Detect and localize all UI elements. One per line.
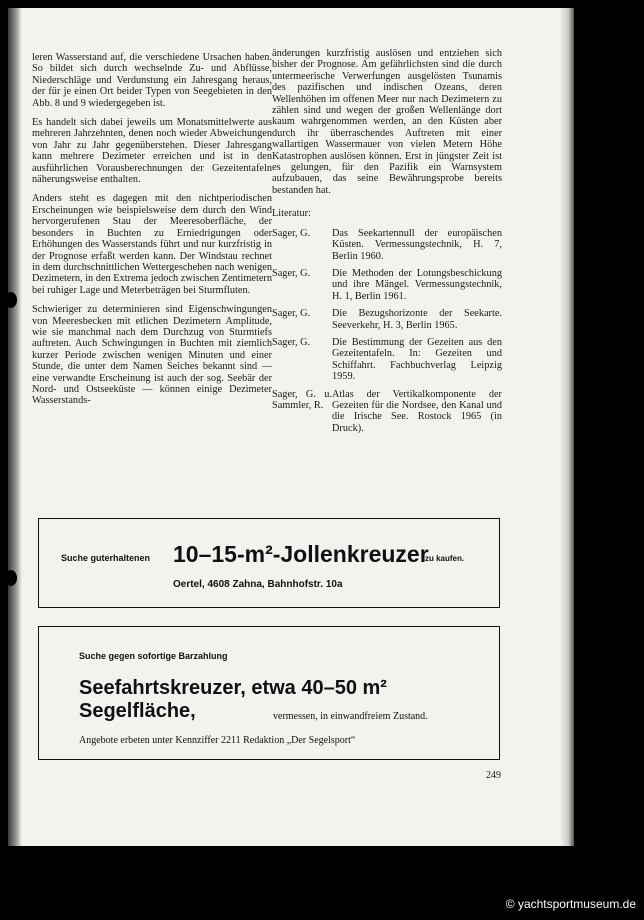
classified-ad-seefahrtskreuzer — [38, 626, 500, 760]
ad-address: Oertel, 4608 Zahna, Bahnhofstr. 10a — [173, 579, 343, 590]
paragraph: änderungen kurzfristig auslösen und entziehen sich bisher der Prognose. Am gefährlichsten sind die durch untermeerische Verwerfungen ausgelösten Tsunamis des pazifischen und indischen Ozeans, deren Wellenhöhen im offenen Meer nur nach Dezimetern zu zählen sind und wegen der großen Wellenlänge dort kaum wahrgenommen werden, an den Küsten aber durch ihr überraschendes Auftreten mit einer wallartigen Wassermauer von vielen Metern Höhe Katastrophen auslösen können. Erst in jüngster Zeit ist es gelungen, für den Pazifik ein Warnsystem aufzubauen, das seine Bewährungsprobe bereits bestanden hat. — [272, 48, 502, 196]
literature-text: Atlas der Vertikalkomponente der Gezeiten für die Nordsee, den Kanal und die Irische See. Rostock 1965 (in Druck). — [332, 388, 502, 434]
text-column-right — [272, 48, 502, 440]
scanned-page — [8, 8, 574, 846]
literature-text: Die Bestimmung der Gezeiten aus den Gezeitentafeln. In: Gezeiten und Schiffahrt. Fachbuchverlag Leipzig 1959. — [332, 336, 502, 383]
ad-lead-text: Suche guterhaltenen — [61, 553, 151, 563]
literature-entry — [272, 268, 502, 302]
literature-entry — [272, 228, 502, 262]
ad-tail-text: zu kaufen. — [425, 554, 465, 563]
page-number: 249 — [486, 770, 501, 781]
literature-entry — [272, 308, 502, 331]
literature-list — [272, 228, 502, 435]
literature-author: Sager, G. — [272, 336, 311, 348]
literature-author: Sager, G. — [272, 308, 311, 320]
literature-author: Sager, G. — [272, 267, 311, 279]
page-edge — [560, 8, 574, 846]
literature-text: Das Seekartennull der europäischen Küsten. Vermessungstechnik, H. 7, Berlin 1960. — [332, 227, 502, 262]
literature-entry — [272, 389, 502, 435]
literature-author: Sager, G. — [272, 227, 311, 239]
ad-subline: vermessen, in einwandfreiem Zustand. — [273, 711, 428, 722]
literature-text: Die Bezugshorizonte der Seekarte. Seeverkehr, H. 3, Berlin 1965. — [332, 308, 502, 331]
ad-footer: Angebote erbeten unter Kennziffer 2211 Redaktion „Der Segelsport“ — [79, 735, 356, 746]
text-column-left — [32, 52, 272, 415]
literature-text: Die Methoden der Lotungsbeschickung und ihre Mängel. Vermessungstechnik, H. 1, Berlin 1961. — [332, 267, 502, 302]
literature-heading: Literatur: — [272, 208, 311, 220]
paragraph: Es handelt sich dabei jeweils um Monatsmittelwerte aus mehreren Jahrzehnten, denen noch wieder Abweichungen von Jahr zu Jahr gegenüberstehen. Dieser Jahresgang kann mehrere Dezimeter erreichen und ist in den ausführlichen Vorausberechnungen der Gezeitentafeln näherungsweise enthalten. — [32, 117, 272, 186]
classified-ad-jollenkreuzer — [38, 518, 500, 608]
ad-headline: Seefahrtskreuzer, etwa 40–50 m² Segelfläche, — [79, 677, 387, 722]
paragraph: leren Wasserstand auf, die verschiedene Ursachen haben. So bildet sich durch wechselnde Zu- und Abflüsse, Niederschläge und Verdunstung ein Jahresgang heraus, der für je einen Ort beider Typen von Seegebieten in den Abb. 8 und 9 wiedergegeben ist. — [32, 52, 272, 109]
paragraph: Schwieriger zu determinieren sind Eigenschwingungen von Meeresbecken mit etlichen Dezimetern Amplitude, wie sie manchmal nach dem Durchzug von Sturmtiefs auftreten. Auch Schwingungen in Buchten mit ziemlich kurzer Periode zwischen wenigen Minuten und einer Stunde, die unter dem Namen Seiches bekannt sind — eine verwandte Erscheinung ist auch der sog. Seebär der Nord- und Ostseeküste — können einige Dezimeter Wasserstands- — [32, 304, 272, 407]
literature-entry — [272, 337, 502, 383]
literature-author: Sager, G. u. Sammler, R. — [272, 388, 332, 411]
paragraph: Anders steht es dagegen mit den nichtperiodischen Erscheinungen wie beispielsweise dem durch den Wind hervorgerufenen Stau der Meeresoberfläche, der besonders in Buchten zu Erniedrigungen oder Erhöhungen des Wasserstands führt und nur kurzfristig in der Prognose erfaßt werden kann. Der Windstau rechnet in dem durchschnittlichen Wettergeschehen nach wenigen Dezimetern, in den Extrema jedoch zwischen Zentimetern bei ruhiger Lage und Meterbeträgen bei Sturmfluten. — [32, 193, 272, 296]
copyright-credit: © yachtsportmuseum.de — [505, 897, 636, 911]
binding-shadow — [8, 8, 22, 846]
ad-headline: 10–15-m²-Jollenkreuzer — [173, 541, 429, 567]
ad-lead-text: Suche gegen sofortige Barzahlung — [79, 651, 228, 661]
